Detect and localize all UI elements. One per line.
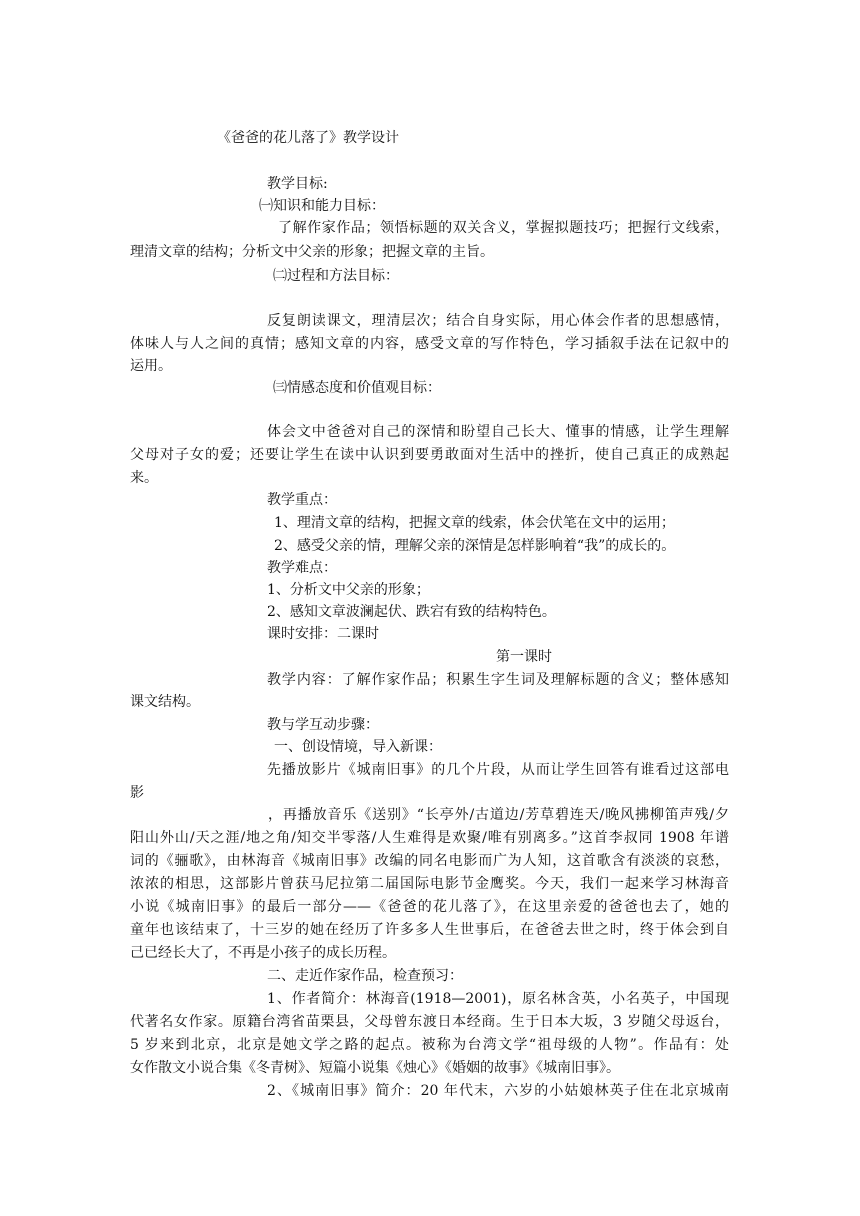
text-line: 教学难点： (267, 560, 337, 576)
text-line: 体味人与人之间的真情；感知文章的内容，感受文章的写作特色，学习插叙手法在记叙中的 (130, 336, 729, 352)
text-line: 5 岁来到北京，北京是她文学之路的起点。被称为台湾文学“祖母级的人物”。作品有：处 (130, 1037, 729, 1053)
text-line: ㈢情感态度和价值观目标： (273, 380, 441, 396)
text-line: 先播放影片《城南旧事》的几个片段，从而让学生回答有谁看过这部电 (267, 762, 729, 778)
text-line: 教学重点： (267, 492, 337, 508)
text-line: 2、感受父亲的情，理解父亲的深情是怎样影响着“我”的成长的。 (274, 538, 676, 554)
text-line: 词的《骊歌》，由林海音《城南旧事》改编的同名电影而广为人知，这首歌含有淡淡的哀愁， (130, 853, 729, 869)
text-line: 2、感知文章波澜起伏、跌宕有致的结构特色。 (267, 604, 556, 620)
text-line: 了解作家作品；领悟标题的双关含义，掌握拟题技巧；把握行文线索， (278, 220, 729, 236)
text-line: 2、《城南旧事》简介：20 年代末，六岁的小姑娘林英子住在北京城南 (267, 1083, 729, 1099)
text-line: ，再播放音乐《送别》“长亭外/古道边/芳草碧连天/晚风拂柳笛声残/夕 (268, 807, 729, 823)
text-line: ㈡过程和方法目标： (273, 268, 399, 284)
text-line: 己已经长大了，不再是小孩子的成长历程。 (130, 945, 396, 961)
text-line: 反复朗读课文，理清层次；结合自身实际，用心体会作者的思想感情， (267, 313, 729, 329)
section-heading: 第一课时 (496, 649, 552, 665)
text-line: 代著名女作家。原籍台湾省苗栗县，父母曾东渡日本经商。生于日本大坂，3 岁随父母返台， (130, 1014, 729, 1030)
text-line: 父母对子女的爱；还要让学生在读中认识到要勇敢面对生活中的挫折，使自己真正的成熟起 (130, 447, 729, 463)
text-line: 1、理清文章的结构，把握文章的线索，体会伏笔在文中的运用； (274, 515, 675, 531)
text-line: 影 (130, 785, 144, 801)
text-line: 小说《城南旧事》的最后一部分——《爸爸的花儿落了》，在这里亲爱的爸爸也去了，她的 (130, 899, 729, 915)
text-line: 二、走近作家作品，检查预习： (267, 968, 463, 984)
text-line: 体会文中爸爸对自己的深情和盼望自己长大、懂事的情感，让学生理解 (267, 424, 729, 440)
text-line: 1、分析文中父亲的形象； (267, 582, 430, 598)
text-line: 来。 (130, 470, 158, 486)
text-line: 课文结构。 (130, 694, 200, 710)
text-line: 浓浓的相思，这部影片曾获马尼拉第二届国际电影节金鹰奖。今天，我们一起来学习林海音 (130, 876, 729, 892)
text-line: 运用。 (130, 358, 172, 374)
text-line: 童年也该结束了，十三岁的她在经历了许多多人生世事后，在爸爸去世之时，终于体会到自 (130, 922, 729, 938)
text-line: 教学目标: (267, 176, 328, 192)
text-line: ㈠知识和能力目标： (259, 198, 385, 214)
document-title: 《爸爸的花儿落了》教学设计 (217, 130, 399, 146)
text-line: 教与学互动步骤： (267, 717, 379, 733)
text-line: 课时安排：二课时 (267, 626, 379, 642)
text-line: 理清文章的结构；分析文中父亲的形象；把握文章的主旨。 (130, 244, 494, 260)
text-line: 1、作者简介：林海音(1918—2001)，原名林含英，小名英子，中国现 (267, 991, 729, 1007)
text-line: 一、创设情境，导入新课： (274, 739, 442, 755)
text-line: 女作散文小说合集《冬青树》、短篇小说集《烛心》《婚姻的故事》《城南旧事》。 (130, 1060, 620, 1076)
text-line: 阳山外山/天之涯/地之角/知交半零落/人生难得是欢聚/唯有别离多。”这首李叔同 1908 年谱 (130, 830, 729, 846)
text-line: 教学内容：了解作家作品；积累生字生词及理解标题的含义；整体感知 (267, 672, 729, 688)
